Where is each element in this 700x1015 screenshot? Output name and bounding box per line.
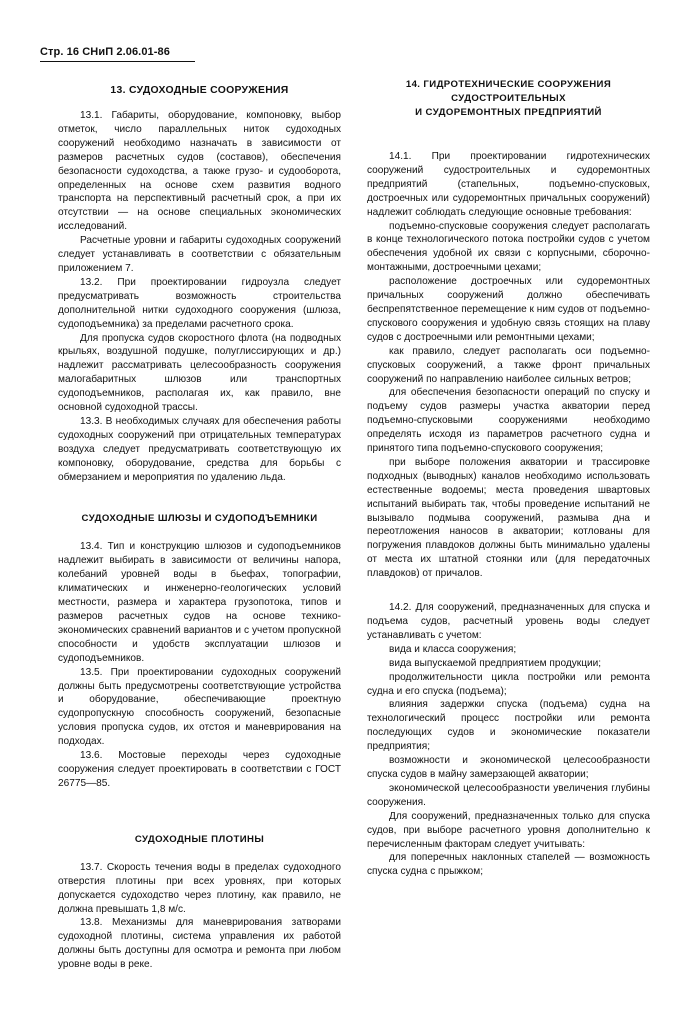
factor-4: влияния задержки спуска (подъема) судна на технологический процесс постройки или ремонта последующих судов и экономические показатели предприятия; (367, 699, 650, 753)
paragraph-14-1: 14.1. При проектировании гидротехнических сооружений судостроительных и судоремонтных предприятий (стапельных, подъемно-спусковых, достроечных или судоремонтных причальных сооружений) надлежит соблюдать следующие основные требования: (367, 151, 650, 218)
header-rule (40, 61, 195, 62)
factor-3: продолжительности цикла постройки или ремонта судна и его спуска (подъема); (367, 671, 650, 697)
section-14-title-line-3: И СУДОРЕМОНТНЫХ ПРЕДПРИЯТИЙ (415, 107, 602, 118)
factor-1: вида и класса сооружения; (389, 643, 517, 655)
paragraph-14-2b: Для сооружений, предназначенных только для спуска судов, при выборе расчетного уровня дополнительно к перечисленным факторам следует учитывать: (367, 810, 650, 850)
requirement-1: подъемно-спусковые сооружения следует располагать в конце технологического потока постройки судов с учетом обеспечения удобной их связи с корпусными, сборочно-монтажными, достроечными цехами; (367, 220, 650, 274)
paragraph-13-7: 13.7. Скорость течения воды в пределах судоходного отверстия плотины при всех уровнях, при которых допускается судоходство через плотину, как правило, не должна превышать 1,8 м/с. (58, 861, 341, 915)
section-14-title-line-1: 14. ГИДРОТЕХНИЧЕСКИЕ СООРУЖЕНИЯ (405, 79, 612, 90)
subsection-locks-title: СУДОХОДНЫЕ ШЛЮЗЫ И СУДОПОДЪЕМНИКИ (81, 513, 318, 525)
right-column (367, 70, 650, 879)
left-column (58, 70, 341, 972)
section-13-title: 13. СУДОХОДНЫЕ СООРУЖЕНИЯ (110, 85, 289, 96)
paragraph-13-2b: Для пропуска судов скоростного флота (на подводных крыльях, воздушной подушке, полуглиссирующих и др.) надлежит рассматривать целесообразность сооружения малогабаритных шлюзов или транспортных судоподъемников, располагая их, как правило, вне основной судоходной трассы. (58, 332, 341, 414)
page-header: Стр. 16 СНиП 2.06.01-86 (40, 46, 170, 58)
paragraph-14-2: 14.2. Для сооружений, предназначенных для спуска и подъема судов, расчетный уровень воды следует устанавливать с учетом: (367, 602, 650, 641)
paragraph-13-4: 13.4. Тип и конструкцию шлюзов и судоподъемников надлежит выбирать в зависимости от величины напора, колебаний уровней воды в бьефах, топографии, климатических и инженерно-геологических условий местности, размера и характера грузопотока, типов и размеров расчетных судов на основе технико-экономических сравнений вариантов и с учетом пропускной способности и удобств эксплуатации шлюзов и судоподъемников. (58, 541, 341, 664)
section-14-title (367, 78, 650, 120)
requirement-4: для обеспечения безопасности операций по спуску и подъему судов размеры участка акватории перед подъемно-спусковыми сооружениями необходимо определять исходя из параметров расчетного судна и принятого типа подъемно-спускового сооружения; (367, 387, 650, 455)
requirement-5: при выборе положения акватории и трассировке подходных (выводных) каналов необходимо использовать естественные водоемы; места проведения швартовых испытаний выбирать так, чтобы проведение испытаний не вызывало подмыва сооружений, размыва дна и переотложения наносов в акватории; котлованы для погружения плавдоков должны быть минимально удалены от места их штатной стоянки или (для передаточных плавдоков) от причалов. (367, 456, 650, 580)
paragraph-13-8: 13.8. Механизмы для маневрирования затворами судоходной плотины, система управления их работой должны быть доступны для осмотра и ремонта при любом уровне воды в реке. (58, 917, 341, 971)
factor-6: экономической целесообразности увеличения глубины сооружения. (367, 782, 650, 808)
factor-5: возможности и экономической целесообразности спуска судов в майну замерзающей акватории; (367, 755, 650, 780)
factor-2: вида выпускаемой предприятием продукции; (389, 657, 602, 669)
paragraph-13-2: 13.2. При проектировании гидроузла следует предусматривать возможность строительства дополнительной нитки судоходного сооружения (шлюза, судоподъемника) за пределами расчетного срока. (58, 276, 341, 330)
paragraph-13-3: 13.3. В необходимых случаях для обеспечения работы судоходных сооружений при отрицательных температурах воздуха следует предусматривать соответствующую их компоновку, оборудование, средства для борьбы с обмерзанием и мероприятия по удалению льда. (58, 415, 341, 483)
paragraph-13-5: 13.5. При проектировании судоходных сооружений должны быть предусмотрены соответствующие устройства и оборудование, обеспечивающие проектную судопропускную способность сооружений, безопасные условия пропуска судов, их отстоя и маневрирования на подходах. (58, 666, 341, 748)
requirement-3: как правило, следует располагать оси подъемно-спусковых сооружений, а также фронт причальных сооружений по направлению наиболее сильных ветров; (367, 345, 650, 385)
paragraph-13-6: 13.6. Мостовые переходы через судоходные сооружения следует проектировать в соответствии с ГОСТ 26775—85. (58, 750, 341, 789)
factor-7: для поперечных наклонных стапелей — возможность спуска судна с прыжком; (367, 852, 650, 878)
requirement-2: расположение достроечных или судоремонтных причальных сооружений должно обеспечивать беспрепятственное перемещение к ним судов от подъемно-спускового сооружения и удобную связь стоящих на плаву судов с достроечными или ремонтными цехами; (367, 276, 650, 343)
paragraph-13-1: 13.1. Габариты, оборудование, компоновку, выбор отметок, число параллельных ниток судоходных сооружений необходимо назначать в зависимости от размеров расчетных судов (составов), обеспечения безопасности судоходства, а также грузо- и судооборота, определенных на основе схем развития водного транспорта на перспективный расчетный срок, а при их отсутствии — на основе специальных экономических исследований. (58, 110, 341, 233)
section-14-title-line-2: СУДОСТРОИТЕЛЬНЫХ (451, 93, 566, 104)
paragraph-13-1b: Расчетные уровни и габариты судоходных сооружений следует устанавливать в соответствии с обязательным приложением 7. (58, 235, 341, 274)
subsection-dams-title: СУДОХОДНЫЕ ПЛОТИНЫ (134, 833, 265, 845)
